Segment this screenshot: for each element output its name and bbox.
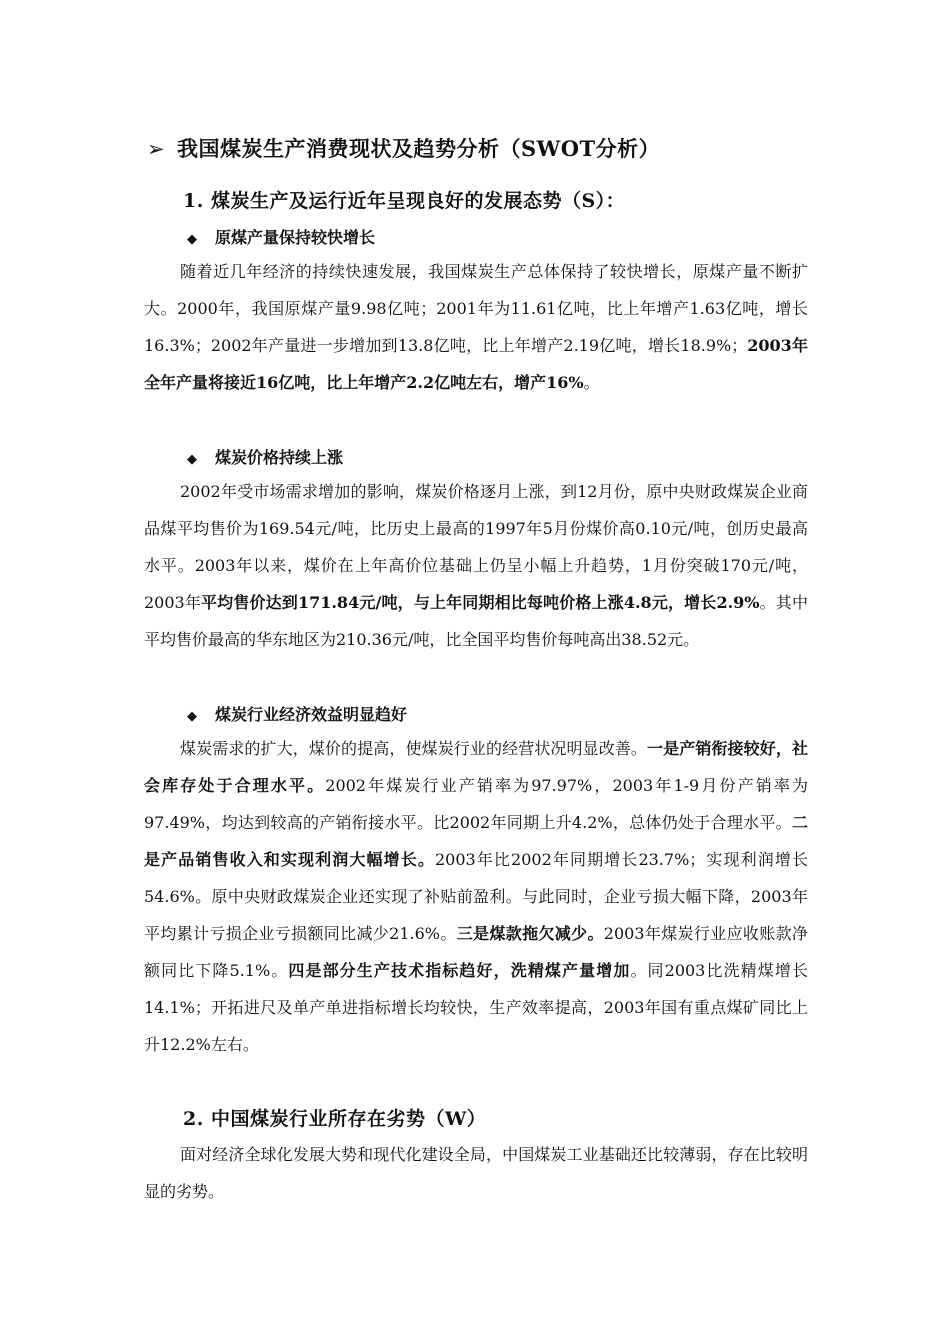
subsection-1-3-heading: ◆ 煤炭行业经济效益明显趋好 <box>187 705 408 724</box>
diamond-bullet-icon: ◆ <box>187 709 197 724</box>
diamond-bullet-icon: ◆ <box>187 452 197 467</box>
arrow-bullet-icon: ➢ <box>147 137 166 161</box>
subsection-1-1-paragraph: 随着近几年经济的持续快速发展，我国煤炭生产总体保持了较快增长，原煤产量不断扩大。2000年，我国原煤产量9.98亿吨；2001年为11.61亿吨，比上年增产1.63亿吨，增长16.3%；2002年产量进一步增加到13.8亿吨，比上年增产2.19亿吨，增长18.9%；2003年全年产量将接近16亿吨，比上年增产2.2亿吨左右，增产16%。 <box>144 262 808 392</box>
section-2-heading: 2. 中国煤炭行业所存在劣势（W） <box>183 1108 487 1130</box>
section-2-paragraph: 面对经济全球化发展大势和现代化建设全局，中国煤炭工业基础还比较薄弱，存在比较明显的劣势。 <box>144 1145 808 1201</box>
document-title: ➢ 我国煤炭生产消费现状及趋势分析（SWOT分析） <box>147 136 661 161</box>
subsection-1-2-paragraph: 2002年受市场需求增加的影响，煤炭价格逐月上涨，到12月份，原中央财政煤炭企业商品煤平均售价为169.54元/吨，比历史上最高的1997年5月份煤价高0.10元/吨，创历史最高水平。2003年以来，煤价在上年高价位基础上仍呈小幅上升趋势，1月份突破170元/吨，2003年平均售价达到171.84元/吨，与上年同期相比每吨价格上涨4.8元，增长2.9%。其中平均售价最高的华东地区为210.36元/吨，比全国平均售价每吨高出38.52元。 <box>144 482 808 649</box>
subsection-1-3-paragraph: 煤炭需求的扩大，煤价的提高，使煤炭行业的经营状况明显改善。一是产销衔接较好，社会库存处于合理水平。2002年煤炭行业产销率为97.97%，2003年1-9月份产销率为97.49%，均达到较高的产销衔接水平。比2002年同期上升4.2%，总体仍处于合理水平。二是产品销售收入和实现利润大幅增长。2003年比2002年同期增长23.7%；实现利润增长54.6%。原中央财政煤炭企业还实现了补贴前盈利。与此同时，企业亏损大幅下降，2003年平均累计亏损企业亏损额同比减少21.6%。三是煤款拖欠减少。2003年煤炭行业应收账款净额同比下降5.1%。四是部分生产技术指标趋好，洗精煤产量增加。同2003比洗精煤增长14.1%；开拓进尺及单产单进指标增长均较快，生产效率提高，2003年国有重点煤矿同比上升12.2%左右。 <box>144 739 808 1054</box>
section-1-heading: 1. 煤炭生产及运行近年呈现良好的发展态势（S）： <box>183 190 626 212</box>
subsection-1-1-heading: ◆ 原煤产量保持较快增长 <box>187 228 376 247</box>
subsection-1-2-heading: ◆ 煤炭价格持续上涨 <box>187 448 344 467</box>
diamond-bullet-icon: ◆ <box>187 232 197 247</box>
